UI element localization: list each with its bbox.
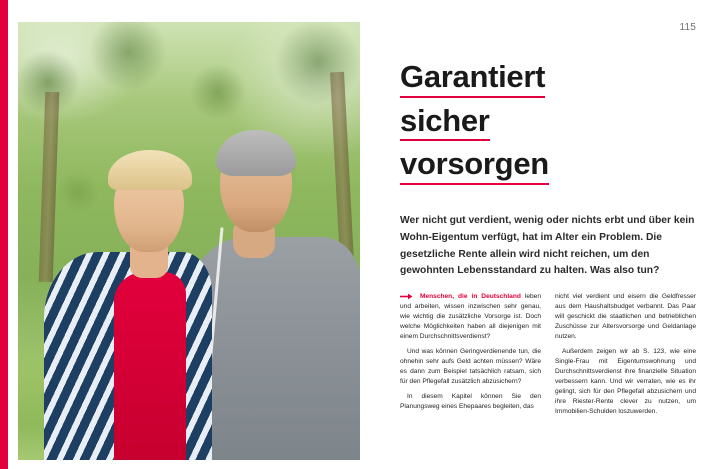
- article-header: [400, 60, 696, 280]
- photo-woman-red-top: [114, 272, 186, 460]
- photo-canvas: [18, 22, 360, 460]
- left-accent-bar: [0, 0, 8, 469]
- lead-in-bold-text: Menschen, die in Deutschland: [419, 293, 521, 300]
- arrow-right-icon: [400, 293, 413, 300]
- article-paragraph-3: In diesem Kapitel können Sie den Planungsweg eines Ehepaares begleiten, das: [400, 393, 541, 411]
- article-column-1: [400, 292, 541, 422]
- article-paragraph-5: Außerdem zeigen wir ab S. 123, wie eine Single-Frau mit Eigentumswohnung und Durchschnittsverdienst ihre finanzielle Situation verbessern kann. Und wir verraten, wie es ihr gelingt, sich für den Pflegefall abzusichern und ihre Riester-Rente clever zu nutzen, um Immobilien-Schulden loszuwerden.: [555, 348, 696, 416]
- headline-line-2: sicher: [400, 104, 490, 142]
- page-title: [400, 60, 696, 191]
- article-body-columns: [400, 292, 696, 422]
- headline-line-1: Garantiert: [400, 60, 545, 98]
- headline-line-3: vorsorgen: [400, 147, 549, 185]
- article-paragraph-1-rest: leben und arbeiten, wissen inzwischen sehr genau, wie wichtig die zusätzliche Vorsorge ist. Doch welche Möglichkeiten haben all diejenigen mit einem Durchschnittsverdienst?: [400, 293, 541, 341]
- article-column-2: [555, 292, 696, 422]
- page-number: 115: [679, 22, 696, 33]
- article-standfirst: Wer nicht gut verdient, wenig oder nichts erbt und über kein Wohn-Eigentum verfügt, hat im Alter ein Problem. Die gesetzliche Rente allein wird nicht reichen, um den gewohnten Lebensstandard zu halten. Was also tun?: [400, 215, 695, 277]
- article-paragraph-lead: [400, 292, 541, 342]
- article-paragraph-4: nicht viel verdient und eisern die Geldfresser aus dem Haushaltsbudget verbannt. Das Paar will geschickt die staatlichen und betrieblichen Zuschüsse zur Altersvorsorge und Geldanlage nutzen.: [555, 293, 696, 341]
- photo-couple-outdoors: [18, 22, 360, 460]
- article-paragraph-2: Und was können Geringverdienende tun, die ohnehin sehr aufs Geld achten müssen? Wäre es dann zum Beispiel tatsächlich ratsam, sich für den Pflegefall zusätzlich abzusichern?: [400, 348, 541, 386]
